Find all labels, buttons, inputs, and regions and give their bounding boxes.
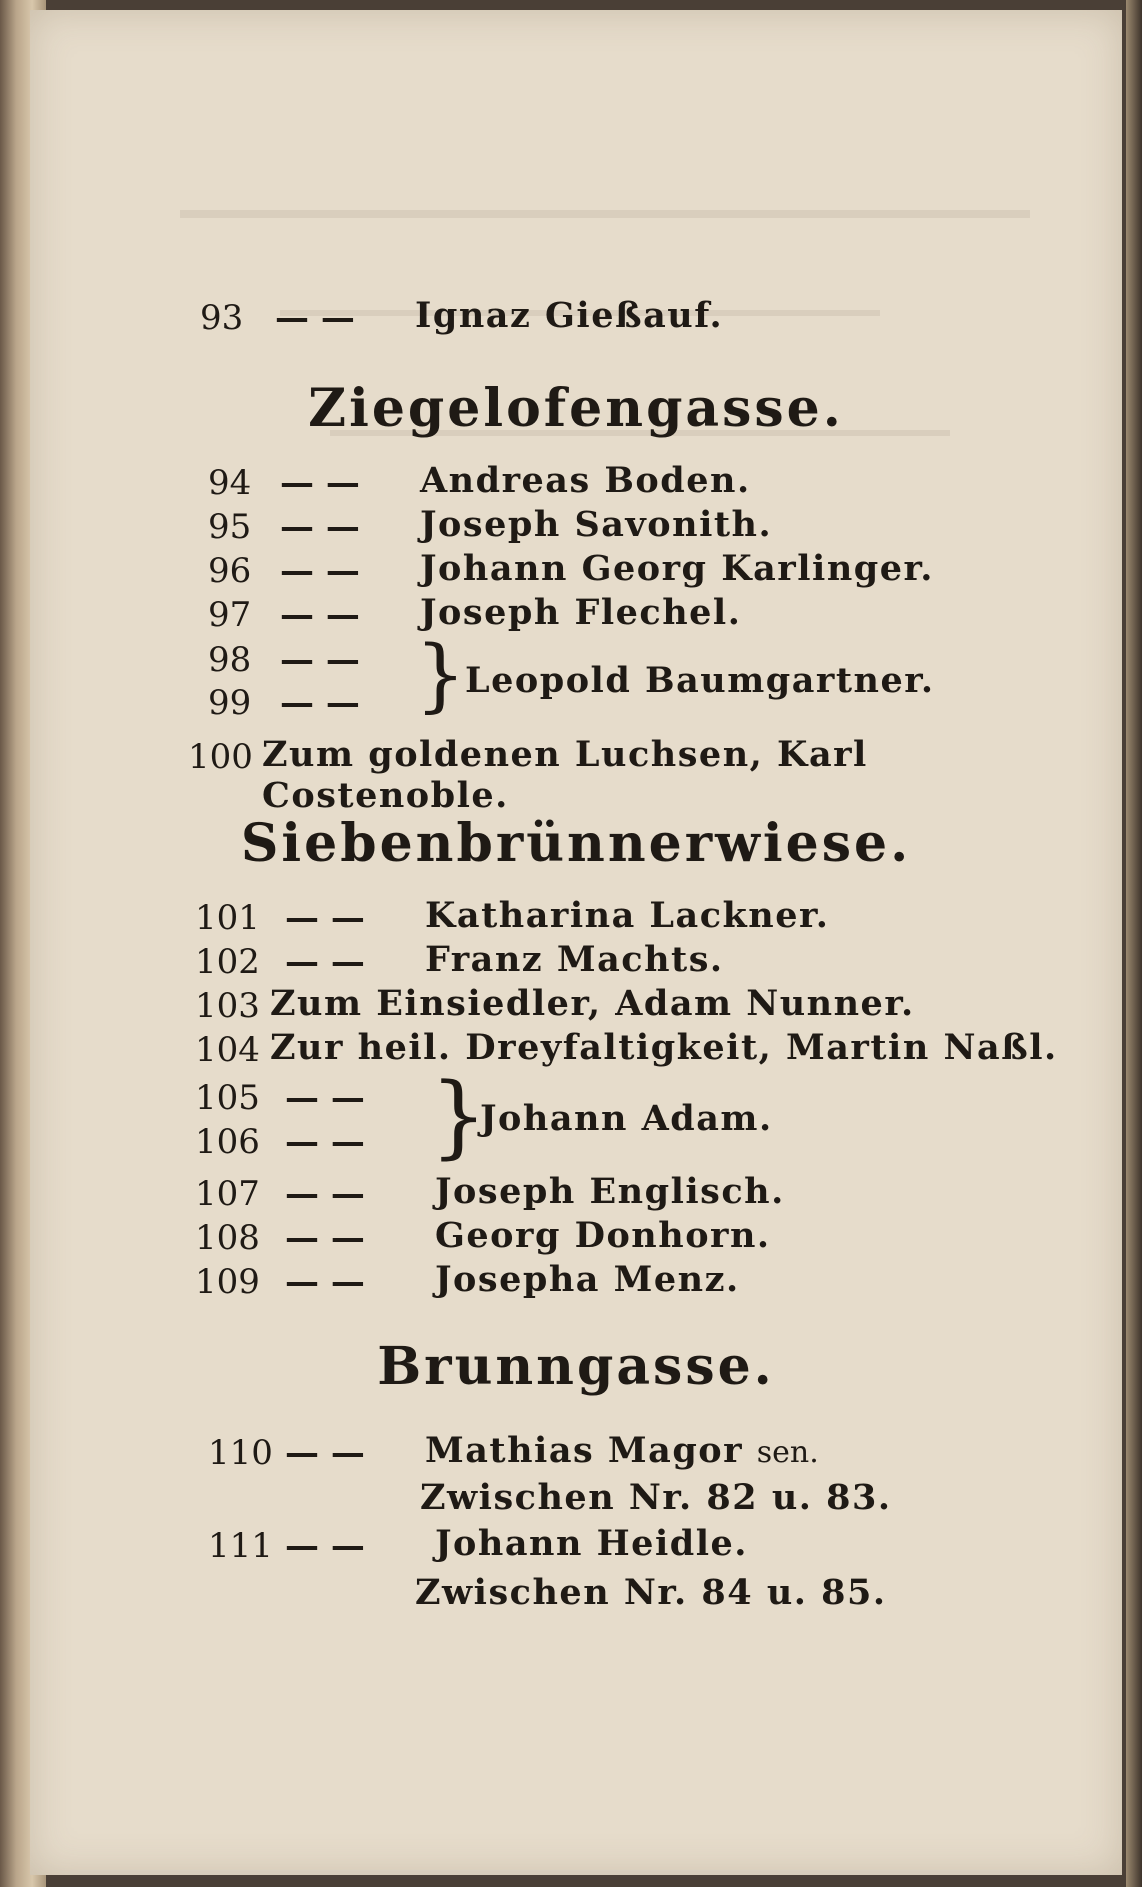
resident-name: Katharina Lackner.: [425, 895, 830, 936]
house-number: 107: [195, 1174, 260, 1214]
dash: — —: [285, 1174, 365, 1214]
suffix: sen.: [756, 1435, 819, 1470]
brace-symbol: }: [430, 1064, 488, 1169]
dash: — —: [280, 463, 360, 503]
house-number: 102: [195, 942, 260, 982]
house-number: 101: [195, 898, 260, 938]
resident-name: Johann Adam.: [480, 1098, 773, 1139]
house-number: 104: [195, 1030, 260, 1070]
house-number: 103: [195, 986, 260, 1026]
house-number: 110: [208, 1433, 273, 1473]
dash: — —: [280, 507, 360, 547]
dash: — —: [285, 1262, 365, 1302]
resident-name: Ignaz Gießauf.: [415, 295, 724, 336]
entry-text: Zum goldenen Luchsen, Karl Costenoble.: [262, 734, 868, 816]
resident-name: Mathias Magor sen.: [425, 1430, 819, 1471]
house-number: 99: [208, 683, 252, 723]
house-number: 97: [208, 595, 252, 635]
brace-symbol: }: [415, 628, 466, 721]
resident-name: Georg Donhorn.: [435, 1215, 771, 1256]
entry-note: Zwischen Nr. 84 u. 85.: [415, 1572, 887, 1613]
dash: — —: [280, 640, 360, 680]
entry-text: Zur heil. Dreyfaltigkeit, Martin Naßl.: [270, 1027, 1058, 1068]
dash: — —: [285, 1122, 365, 1162]
house-number: 95: [208, 507, 252, 547]
dash: — —: [285, 1218, 365, 1258]
book-right-edge: [1126, 0, 1142, 1887]
resident-name: Johann Heidle.: [435, 1523, 748, 1564]
entry-text: Zum Einsiedler, Adam Nunner.: [270, 983, 915, 1024]
dash: — —: [285, 1433, 365, 1473]
house-number: 96: [208, 551, 252, 591]
dash: — —: [285, 1078, 365, 1118]
house-number: 98: [208, 640, 252, 680]
house-number: 106: [195, 1122, 260, 1162]
resident-name: Johann Georg Karlinger.: [420, 548, 934, 589]
dash: — —: [280, 551, 360, 591]
dash: — —: [285, 942, 365, 982]
house-number: 111: [208, 1526, 273, 1566]
resident-name: Leopold Baumgartner.: [465, 660, 935, 701]
house-number: 100: [188, 737, 253, 777]
resident-name: Joseph Flechel.: [420, 592, 742, 633]
dash: — —: [285, 1526, 365, 1566]
dash: — —: [275, 298, 355, 338]
dash: — —: [280, 595, 360, 635]
section-heading: Siebenbrünnerwiese.: [240, 813, 912, 874]
dash: — —: [280, 683, 360, 723]
entry-note: Zwischen Nr. 82 u. 83.: [420, 1477, 892, 1518]
resident-name: Andreas Boden.: [420, 460, 751, 501]
resident-name: Franz Machts.: [425, 939, 724, 980]
resident-name: Joseph Englisch.: [435, 1171, 785, 1212]
house-number: 94: [208, 463, 252, 503]
resident-name: Joseph Savonith.: [420, 504, 773, 545]
house-number: 109: [195, 1262, 260, 1302]
resident-name: Josepha Menz.: [435, 1259, 740, 1300]
house-number: 108: [195, 1218, 260, 1258]
book-page: [30, 10, 1122, 1875]
dash: — —: [285, 898, 365, 938]
section-heading: Ziegelofengasse.: [308, 378, 844, 439]
section-heading: Brunngasse.: [377, 1336, 775, 1397]
house-number: 93: [200, 298, 244, 338]
house-number: 105: [195, 1078, 260, 1118]
